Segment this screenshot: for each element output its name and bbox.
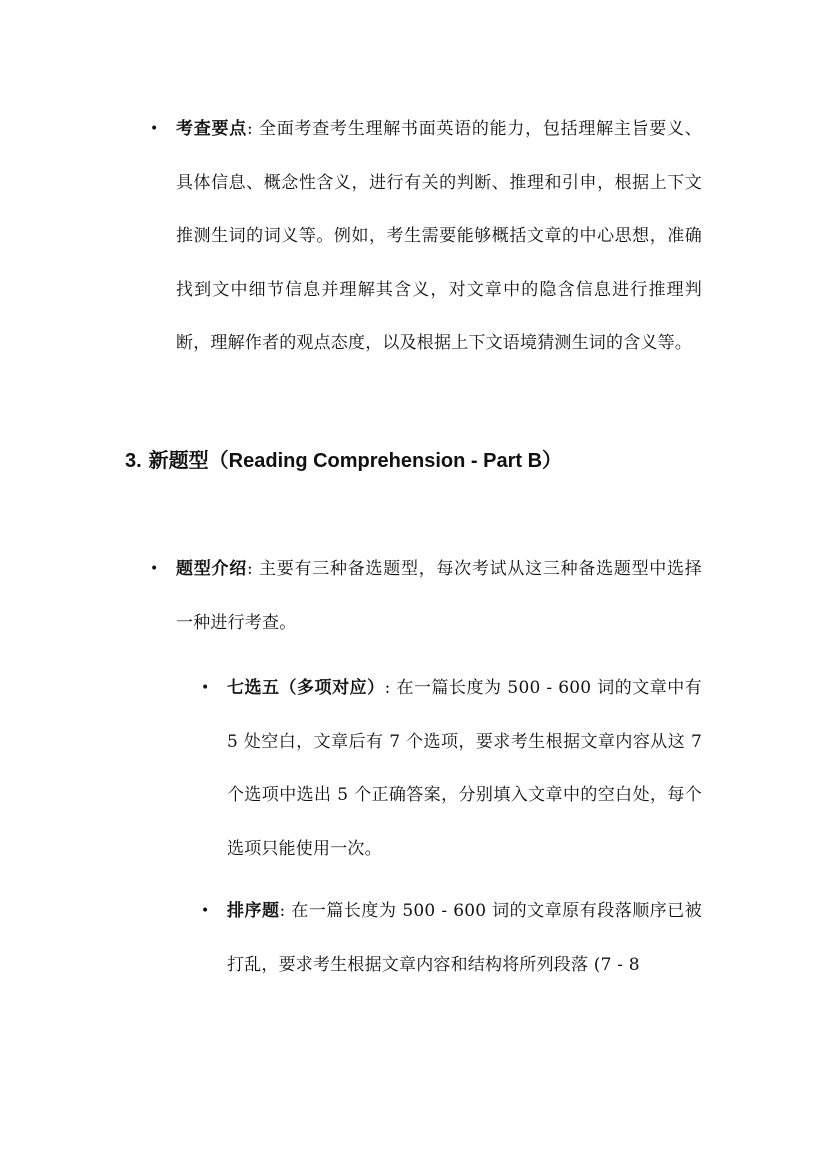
bullet-key-points xyxy=(176,103,702,371)
section-title-en: Reading Comprehension - Part B xyxy=(228,450,543,472)
term-label: 七选五（多项对应） xyxy=(227,678,385,698)
section-heading xyxy=(125,445,562,476)
term-label: 排序题 xyxy=(227,901,280,921)
paragraph-text: 全面考查考生理解书面英语的能力，包括理解主旨要义、具体信息、概念性含义，进行有关的判断、推理和引申，根据上下文推测生词的词义等。例如，考生需要能够概括文章的中心思想，准确找到文中细节信息并理解其含义，对文章中的隐含信息进行推理判断，理解作者的观点态度，以及根据上下文语境猜测生词的含义等。 xyxy=(176,119,702,353)
paragraph-text: 在一篇长度为 500 - 600 词的文章中有 5 处空白，文章后有 7 个选项，要求考生根据文章内容从这 7 个选项中选出 5 个正确答案，分别填入文章中的空白处，每个选项只能使用一次。 xyxy=(227,678,702,859)
paragraph-text: 在一篇长度为 500 - 600 词的文章原有段落顺序已被打乱，要求考生根据文章内容和结构将所列段落 (7 - 8 xyxy=(227,901,702,975)
term-separator: : xyxy=(246,559,260,579)
term-label: 考查要点 xyxy=(176,119,247,139)
section-open-paren: （ xyxy=(208,448,229,472)
section-close-paren: ） xyxy=(542,448,563,472)
paragraph-text: 主要有三种备选题型，每次考试从这三种备选题型中选择一种进行考查。 xyxy=(176,559,702,633)
term-separator: : xyxy=(384,678,397,698)
term-label: 题型介绍 xyxy=(176,559,247,579)
term-separator: : xyxy=(279,901,292,921)
bullet-seven-choose-five xyxy=(227,662,702,876)
bullet-marker: • xyxy=(201,903,210,919)
section-title-cn: 新题型 xyxy=(148,448,209,472)
section-number: 3. xyxy=(125,450,142,472)
bullet-marker: • xyxy=(150,121,159,137)
bullet-question-intro xyxy=(176,543,702,650)
bullet-marker: • xyxy=(201,680,210,696)
bullet-marker: • xyxy=(150,561,159,577)
term-separator: : xyxy=(246,119,260,139)
bullet-ordering-question xyxy=(227,885,702,992)
